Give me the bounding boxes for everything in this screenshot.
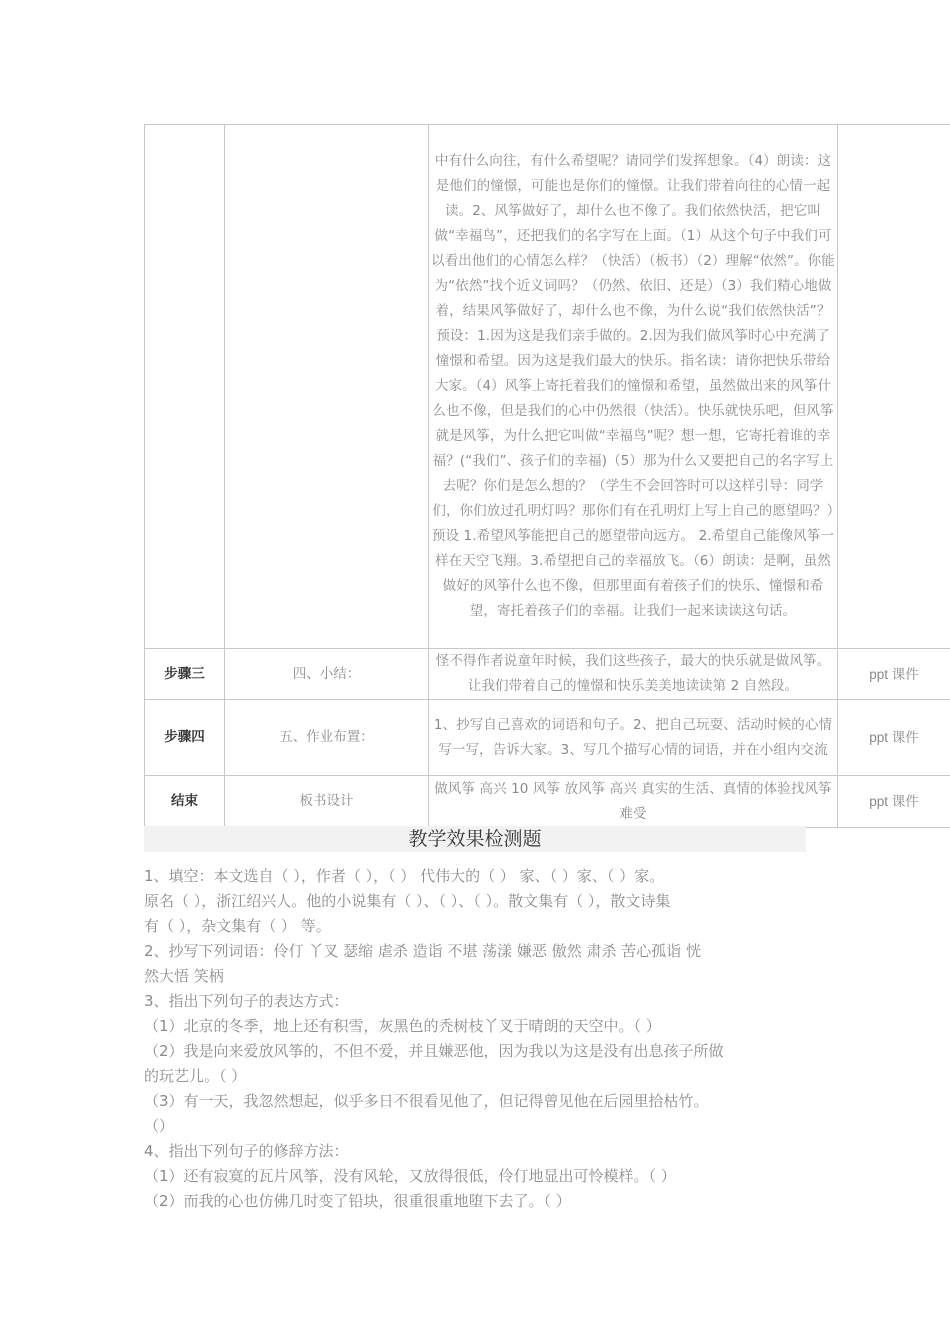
quiz-line: （2）我是向来爱放风筝的，不但不爱，并且嫌恶他，因为我以为这是没有出息孩子所做 <box>144 1042 724 1060</box>
content-cell: 1、抄写自己喜欢的词语和句子。2、把自己玩耍、活动时候的心情写一写，告诉大家。3、写几个描写心情的词语，并在小组内交流 <box>429 700 838 776</box>
quiz-line: （1）还有寂寞的瓦片风筝，没有风轮，又放得很低，伶仃地显出可怜模样。（ ） <box>144 1167 676 1185</box>
quiz-title: 教学效果检测题 <box>144 826 806 852</box>
quiz-line: 4、指出下列句子的修辞方法： <box>144 1142 349 1160</box>
lesson-plan-table <box>144 124 950 828</box>
quiz-line: （） <box>144 1117 175 1135</box>
tool-cell: ppt 课件 <box>838 649 950 700</box>
step-cell: 结束 <box>145 776 225 828</box>
table-row <box>145 125 950 649</box>
table-row <box>145 776 950 828</box>
quiz-line: 3、指出下列句子的表达方式： <box>144 992 349 1010</box>
content-cell: 怪不得作者说童年时候，我们这些孩子，最大的快乐就是做风筝。让我们带着自己的憧憬和快乐美美地读读第 2 自然段。 <box>429 649 838 700</box>
phase-cell: 板书设计 <box>225 776 429 828</box>
quiz-line: 有（ ），杂文集有（ ） 等。 <box>144 917 331 935</box>
quiz-line: 的玩艺儿。（ ） <box>144 1067 247 1085</box>
tool-cell <box>838 125 950 649</box>
step-cell: 步骤四 <box>145 700 225 776</box>
quiz-line: （2）而我的心也仿佛几时变了铅块，很重很重地堕下去了。（ ） <box>144 1192 571 1210</box>
quiz-line: （3）有一天，我忽然想起，似乎多日不很看见他了，但记得曾见他在后园里拾枯竹。 <box>144 1092 709 1110</box>
content-cell: 中有什么向往，有什么希望呢？请同学们发挥想象。（4）朗读：这是他们的憧憬，可能也是你们的憧憬。让我们带着向往的心情一起读。2、风筝做好了，却什么也不像了。我们依然快活，把它叫做“幸福鸟”，还把我们的名字写在上面。（1）从这个句子中我们可以看出他们的心情怎么样？（快活）（板书）（2）理解“依然”。你能为“依然”找个近义词吗？（仍然、依旧、还是）（3）我们精心地做着，结果风筝做好了，却什么也不像，为什么说“我们依然快活”？预设：1.因为这是我们亲手做的。2.因为我们做风筝时心中充满了憧憬和希望。因为这是我们最大的快乐。指名读：请你把快乐带给大家。（4）风筝上寄托着我们的憧憬和希望，虽然做出来的风筝什么也不像，但是我们的心中仍然很（快活）。快乐就快乐吧，但风筝就是风筝，为什么把它叫做“幸福鸟”呢？想一想，它寄托着谁的幸福？(“我们”、孩子们的幸福)（5）那为什么又要把自己的名字写上去呢？你们是怎么想的？（学生不会回答时可以这样引导：同学们，你们放过孔明灯吗？那你们有在孔明灯上写上自己的愿望吗？）预设 1.希望风筝能把自己的愿望带向远方。 2.希望自己能像风筝一样在天空飞翔。3.希望把自己的幸福放飞。（6）朗读：是啊，虽然做好的风筝什么也不像，但那里面有着孩子们的快乐、憧憬和希望，寄托着孩子们的幸福。让我们一起来读读这句话。 <box>429 125 838 649</box>
quiz-line: 2、抄写下列词语：伶仃 丫叉 瑟缩 虐杀 造诣 不堪 荡漾 嫌恶 傲然 肃杀 苦心孤诣 恍 <box>144 942 701 960</box>
table-row <box>145 700 950 776</box>
quiz-line: （1）北京的冬季，地上还有积雪，灰黑色的秃树枝丫叉于晴朗的天空中。（ ） <box>144 1017 661 1035</box>
step-cell: 步骤三 <box>145 649 225 700</box>
phase-cell <box>225 125 429 649</box>
phase-cell: 四、小结： <box>225 649 429 700</box>
phase-cell: 五、作业布置： <box>225 700 429 776</box>
quiz-line: 原名（ ），浙江绍兴人。他的小说集有（ ）、（ ）、（ ）。散文集有（ ），散文诗集 <box>144 892 671 910</box>
quiz-line: 然大悟 笑柄 <box>144 967 224 985</box>
tool-cell: ppt 课件 <box>838 776 950 828</box>
tool-cell: ppt 课件 <box>838 700 950 776</box>
quiz-body <box>144 864 808 1214</box>
table-row <box>145 649 950 700</box>
content-cell: 做风筝 高兴 10 风筝 放风筝 高兴 真实的生活、真情的体验找风筝 难受 <box>429 776 838 828</box>
quiz-line: 1、填空：本文选自（ ），作者（ ），（ ） 代伟大的（ ） 家、（ ）家、（ ）家。 <box>144 867 665 885</box>
step-cell <box>145 125 225 649</box>
